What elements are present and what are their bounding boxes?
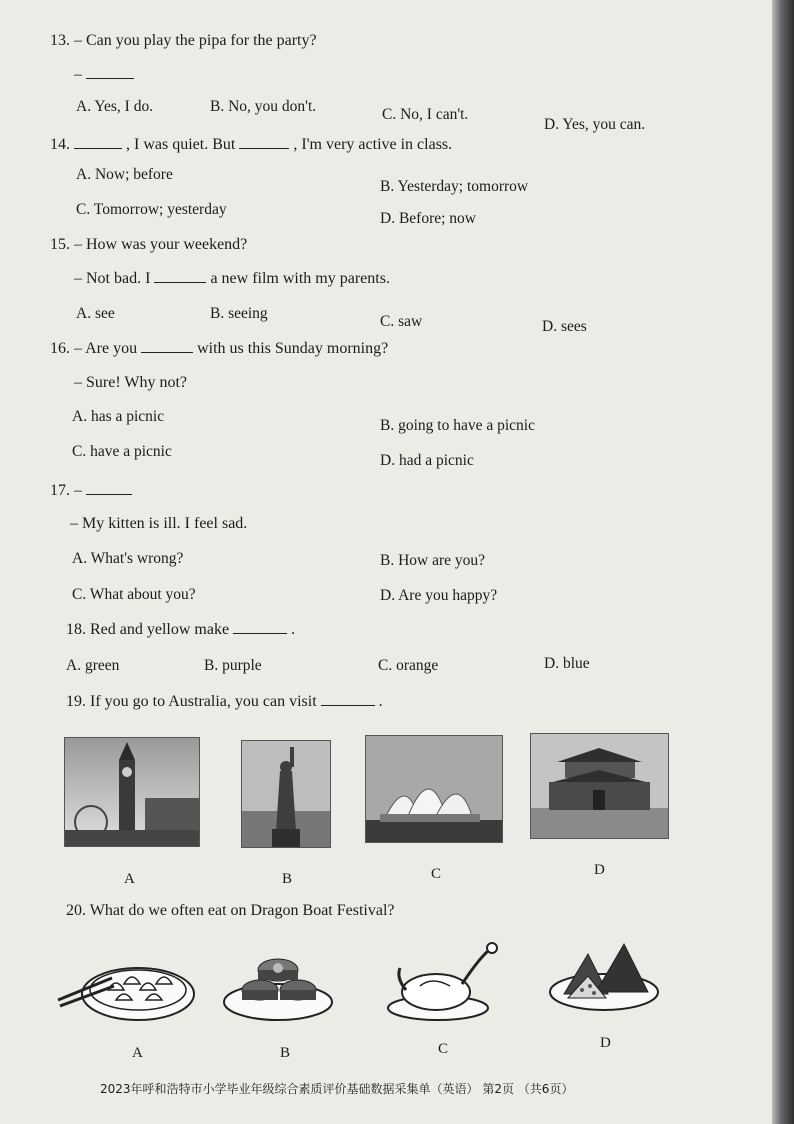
option-a: A. has a picnic bbox=[72, 408, 165, 425]
question-17-line2: – My kitten is ill. I feel sad. bbox=[70, 515, 248, 532]
option-c: C. What about you? bbox=[72, 586, 196, 603]
option-c: C. No, I can't. bbox=[382, 106, 469, 123]
answer-line: – bbox=[74, 66, 138, 84]
image-label-a: A bbox=[124, 871, 135, 887]
question-16-line2: – Sure! Why not? bbox=[74, 374, 188, 391]
image-label-c: C bbox=[431, 866, 442, 882]
question-17: 17. – bbox=[50, 482, 136, 500]
option-b: B. going to have a picnic bbox=[380, 417, 535, 434]
option-d: D. had a picnic bbox=[380, 452, 474, 469]
mooncakes-icon bbox=[222, 946, 334, 1024]
dumplings-icon bbox=[56, 950, 196, 1025]
question-14: 14. , I was quiet. But , I'm very active in class. bbox=[50, 136, 453, 153]
question-16: 16. – Are you with us this Sunday morning? bbox=[50, 340, 389, 357]
option-d: D. Before; now bbox=[380, 210, 476, 227]
zongzi-icon bbox=[548, 936, 660, 1016]
question-15-line2: – Not bad. I a new film with my parents. bbox=[74, 270, 390, 287]
question-18: 18. Red and yellow make . bbox=[66, 621, 296, 638]
option-b: B. No, you don't. bbox=[210, 98, 317, 115]
option-a: A. What's wrong? bbox=[72, 550, 184, 567]
question-19: 19. If you go to Australia, you can visit . bbox=[66, 693, 383, 710]
big-ben-icon bbox=[64, 737, 200, 847]
sydney-opera-house-icon bbox=[365, 735, 503, 843]
roast-chicken-icon bbox=[384, 940, 502, 1024]
page-edge bbox=[772, 0, 794, 1124]
option-a: A. green bbox=[66, 657, 120, 674]
statue-of-liberty-icon bbox=[241, 740, 331, 848]
question-number: 13. bbox=[50, 32, 70, 49]
image-label-d: D bbox=[600, 1035, 611, 1051]
option-d: D. Yes, you can. bbox=[544, 116, 646, 133]
image-label-c: C bbox=[438, 1041, 449, 1057]
option-a: A. Yes, I do. bbox=[76, 98, 154, 115]
option-b: B. seeing bbox=[210, 305, 268, 322]
option-d: D. Are you happy? bbox=[380, 587, 498, 604]
option-b: B. purple bbox=[204, 657, 262, 674]
option-d: D. blue bbox=[544, 655, 590, 672]
question-20: 20. What do we often eat on Dragon Boat Festival? bbox=[66, 902, 395, 919]
question-stem: – Can you play the pipa for the party? bbox=[74, 32, 317, 49]
image-label-a: A bbox=[132, 1045, 143, 1061]
option-a: A. see bbox=[76, 305, 115, 322]
option-a: A. Now; before bbox=[76, 166, 173, 183]
question-13 bbox=[50, 32, 317, 50]
tiananmen-icon bbox=[530, 733, 669, 839]
option-c: C. have a picnic bbox=[72, 443, 172, 460]
option-b: B. Yesterday; tomorrow bbox=[380, 178, 529, 195]
option-b: B. How are you? bbox=[380, 552, 486, 569]
option-d: D. sees bbox=[542, 318, 587, 335]
image-label-b: B bbox=[280, 1045, 291, 1061]
image-label-d: D bbox=[594, 862, 605, 878]
option-c: C. Tomorrow; yesterday bbox=[76, 201, 227, 218]
page-footer: 2023年呼和浩特市小学毕业年级综合素质评价基础数据采集单（英语） 第2页 （共6页） bbox=[100, 1082, 574, 1096]
image-label-b: B bbox=[282, 871, 293, 887]
option-c: C. saw bbox=[380, 313, 423, 330]
question-15: 15. – How was your weekend? bbox=[50, 236, 248, 253]
option-c: C. orange bbox=[378, 657, 439, 674]
